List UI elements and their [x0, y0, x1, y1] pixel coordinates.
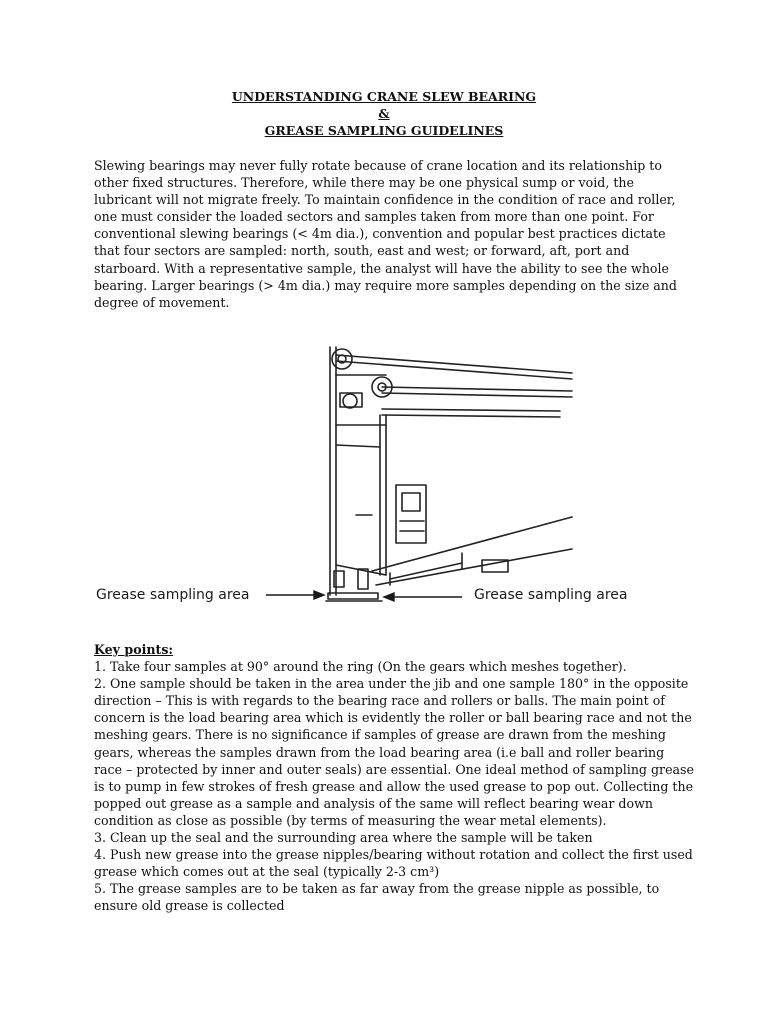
- intro-paragraph: Slewing bearings may never fully rotate because of crane location and its relationship to other fixed structures. Therefore, while there may be one physical sump or void, the lubricant will not migrate freely. To maintain confidence in the condition of race and roller, one must consider the loaded sectors and samples taken from more than one point. For conventional slewing bearings (< 4m dia.), convention and popular best practices dictate that four sectors are sampled: north, south, east and west; or forward, aft, port and starboard. With a representative sample, the analyst will have the ability to see the whole bearing. Larger bearings (> 4m dia.) may require more samples depending on the size and degree of movement.: [94, 158, 677, 310]
- key-point-1: 1. Take four samples at 90° around the ring (On the gears which meshes together).: [94, 659, 627, 675]
- grease-sampling-area-label-right: Grease sampling area: [474, 587, 628, 603]
- title-line-1: UNDERSTANDING CRANE SLEW BEARING: [231, 89, 537, 104]
- key-point-2: 2. One sample should be taken in the area under the jib and one sample 180° in the opposite direction – This is with regards to the bearing race and rollers or balls. The main point of concern is the load bearing area which is evidently the roller or ball bearing race and not the meshing gears. There is no significance if samples of grease are drawn from the meshing gears, whereas the samples drawn from the load bearing area (i.e ball and roller bearing race – protected by inner and outer seals) are essential. One ideal method of sampling grease is to pump in few strokes of fresh grease and allow the used grease to pop out. Collecting the popped out grease as a sample and analysis of the same will reflect bearing wear down condition as close as possible (by terms of measuring the wear metal elements).: [94, 676, 694, 828]
- document-title: [0, 88, 768, 139]
- title-line-2: &: [378, 106, 390, 121]
- key-points-heading: Key points:: [94, 642, 174, 657]
- crane-diagram: [90, 335, 690, 615]
- key-point-3: 3. Clean up the seal and the surrounding area where the sample will be taken: [94, 830, 593, 846]
- grease-sampling-area-label-left: Grease sampling area: [96, 587, 250, 603]
- key-points-section: [94, 641, 694, 915]
- title-line-3: GREASE SAMPLING GUIDELINES: [264, 123, 504, 138]
- key-point-5: 5. The grease samples are to be taken as far away from the grease nipple as possible, to ensure old grease is collected: [94, 881, 660, 914]
- key-point-4: 4. Push new grease into the grease nipples/bearing without rotation and collect the first used grease which comes out at the seal (typically 2-3 cm³): [94, 847, 693, 880]
- crane-slew-bearing-figure: [90, 335, 690, 615]
